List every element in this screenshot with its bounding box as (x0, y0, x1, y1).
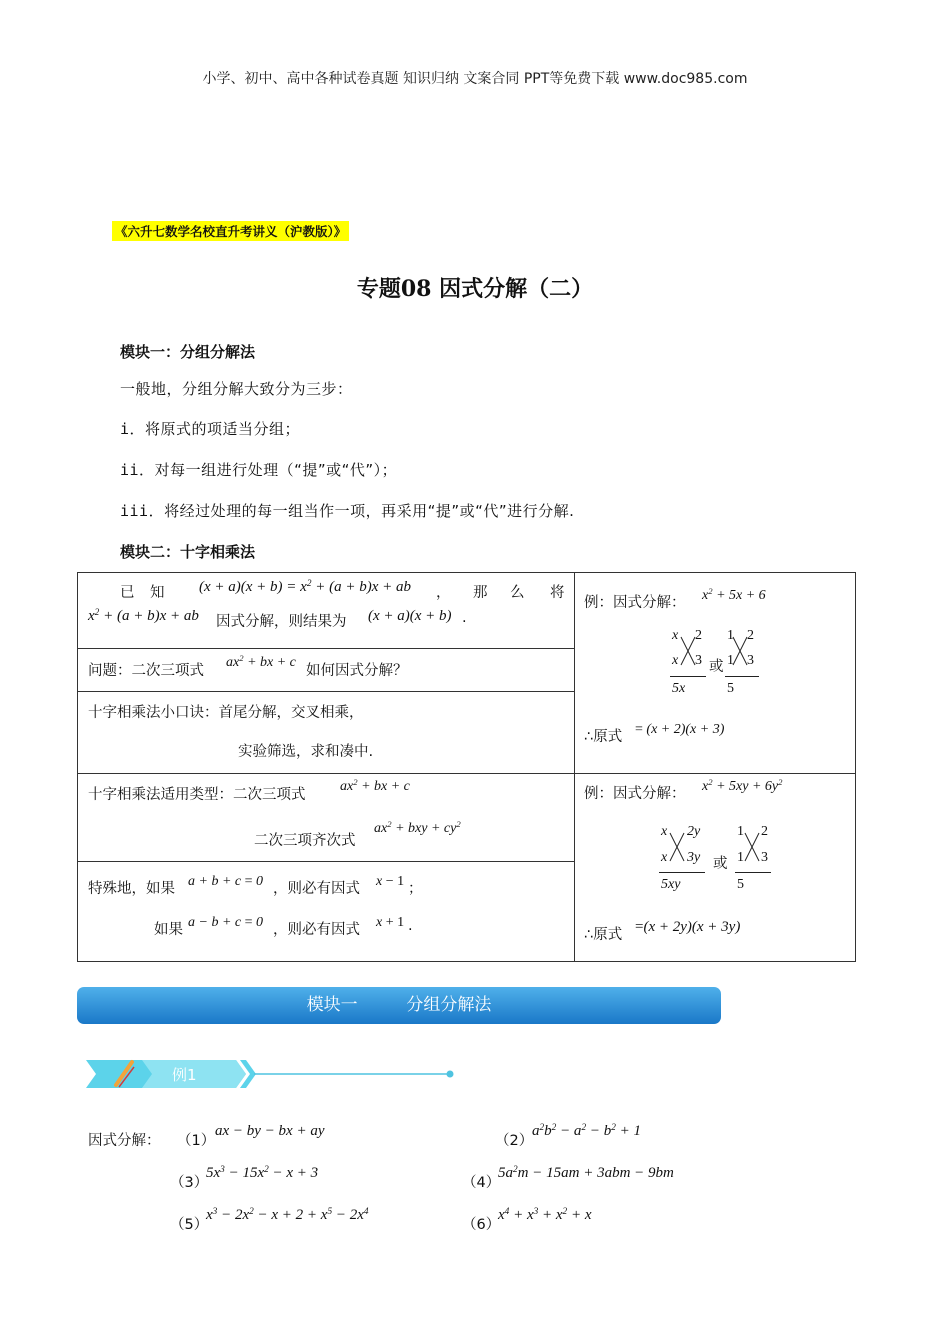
example-tag (86, 1058, 461, 1094)
series-title-highlight: 《六升七数学名校直升考讲义（沪教版）》 (112, 221, 349, 241)
cross-term: 3y (687, 850, 701, 865)
therefore-label: ∴原式 (584, 927, 623, 943)
module1-heading: 模块一：分组分解法 (120, 343, 256, 361)
problem-2-expression: $a^2b^2 - a^2 - b^2 + 1$ (532, 1122, 641, 1139)
special-text: ； (408, 881, 423, 897)
factor-x-plus-1: x + 1 (376, 915, 405, 930)
page-title: 专题08 因式分解（二） (356, 276, 594, 302)
cross-lines-icon (679, 633, 697, 669)
example-tag-graphic (86, 1058, 461, 1090)
problem-label-1: （1） (177, 1133, 216, 1149)
cross-lines-icon (668, 829, 686, 865)
module1-intro: 一般地，分组分解大致分为三步： (120, 380, 353, 398)
problem-label-2: （2） (495, 1133, 534, 1149)
cross-sum: 5x (672, 681, 686, 696)
example-result-1: = (x + 2)(x + 3) (635, 722, 725, 737)
condition-alt-zero: a − b + c = 0 (188, 915, 264, 930)
problem-label-4: （4） (462, 1175, 501, 1191)
problem-4-expression: $5a^2m - 15am + 3abm - 9bm$ (498, 1164, 674, 1181)
special-text: ，则必有因式 (273, 881, 360, 897)
example-tag-label: 例1 (172, 1066, 197, 1084)
cross-sum: 5 (737, 877, 744, 892)
step-text: 将经过处理的每一组当作一项，再采用“提”或“代”进行分解. (164, 502, 575, 520)
known-identity-cell (78, 573, 575, 649)
special-text: 特殊地，如果 (88, 881, 175, 897)
example-result-2: =(x + 2y)(x + 3y) (635, 919, 741, 935)
problem-1-expression: ax − by − bx + ay (215, 1123, 325, 1139)
text: 那 (473, 585, 488, 601)
step-2 (120, 459, 397, 480)
cross-term: 1 (737, 824, 744, 839)
problem-3-expression: $5x^3 - 15x^2 - x + 3$ (206, 1164, 319, 1181)
banner-right: 分组分解法 (406, 995, 492, 1015)
cross-term: x (672, 628, 679, 643)
problem-label-6: （6） (462, 1217, 501, 1233)
example-cell-1 (575, 573, 856, 774)
problem-label-5: （5） (170, 1217, 209, 1233)
rhyme-line-1: 十字相乘法小口诀：首尾分解，交叉相乘， (88, 704, 364, 721)
sum-line (735, 872, 771, 873)
cross-term: 1 (727, 628, 734, 643)
factor-x-minus-1: x − 1 (376, 874, 405, 889)
step-text: 将原式的项适当分组； (145, 420, 301, 438)
question-prefix: 问题：二次三项式 (88, 663, 204, 680)
cross-term: x (661, 850, 668, 865)
cross-lines-icon (743, 829, 761, 865)
condition-sum-zero: a + b + c = 0 (188, 874, 264, 889)
module2-heading: 模块二：十字相乘法 (120, 543, 256, 561)
sum-line (659, 872, 705, 873)
special-text: . (408, 918, 413, 934)
text: 知 (150, 585, 165, 601)
type-quadratic: $ax^2$ + bx + c (340, 777, 410, 794)
question-cell (78, 649, 575, 691)
special-text: ，则必有因式 (273, 922, 360, 938)
page-header-text: 小学、初中、高中各种试卷真题 知识归纳 文案合同 PPT等免费下载 www.doc985.com (202, 71, 748, 87)
cross-term: 2y (687, 824, 701, 839)
cross-lines-icon (731, 633, 749, 669)
therefore-label: ∴原式 (584, 729, 623, 745)
step-number: i． (120, 420, 146, 438)
cross-multiplication-table (77, 572, 856, 962)
text: 已 (120, 585, 135, 601)
text: 将 (550, 585, 565, 601)
example-expression-2: $x^2 + 5xy + 6y^2$ (702, 777, 783, 794)
example-label: 例：因式分解： (584, 595, 686, 611)
types-label-2: 二次三项齐次式 (254, 833, 356, 849)
or-text: 或 (709, 659, 724, 675)
example-cell-2 (575, 774, 856, 962)
text: 么 (510, 585, 525, 601)
cross-term: 3 (747, 653, 754, 668)
sum-line (725, 676, 759, 677)
cross-term: x (672, 653, 679, 668)
types-cell (78, 774, 575, 862)
cross-sum: 5xy (661, 877, 681, 892)
step-number: iii． (120, 502, 165, 520)
rhyme-cell (78, 691, 575, 773)
identity-formula: $(x + a)(x + b) = x^2 + (a + b)x$ + ab (199, 578, 411, 595)
problem-label-3: （3） (170, 1175, 209, 1191)
cross-sum: 5 (727, 681, 734, 696)
cross-term: 2 (747, 628, 754, 643)
module1-banner (77, 987, 721, 1024)
cross-term: 2 (761, 824, 768, 839)
problem-6-expression: $x^4 + x^3 + x^2 + x$ (498, 1206, 592, 1223)
quadratic-expression: $x^2 + (a + b)x$ + ab (88, 607, 199, 624)
cross-term: x (661, 824, 668, 839)
cross-term: 3 (761, 850, 768, 865)
step-number: ii． (120, 461, 155, 479)
cross-term: 2 (695, 628, 702, 643)
rhyme-line-2: 实验筛选，求和凑中. (238, 743, 374, 760)
step-text: 对每一组进行处理（“提”或“代”）； (154, 461, 398, 479)
text: 因式分解，则结果为 (216, 614, 347, 630)
special-case-cell (78, 862, 575, 962)
text: ， (436, 585, 451, 601)
banner-left: 模块一 (306, 995, 358, 1015)
example-expression-1: $x^2 + 5x + 6$ (702, 586, 766, 603)
types-label: 十字相乘法适用类型：二次三项式 (88, 787, 306, 803)
cross-term: 1 (727, 653, 734, 668)
example-label: 例：因式分解： (584, 786, 686, 802)
problems-lead: 因式分解： (88, 1133, 161, 1149)
sum-line (670, 676, 706, 677)
cross-term: 1 (737, 850, 744, 865)
question-suffix: 如何因式分解？ (306, 663, 408, 680)
problem-5-expression: $x^3 - 2x^2 - x + 2 + x^5 - 2x^4$ (206, 1206, 369, 1223)
special-text: 如果 (154, 922, 183, 938)
quadratic-general: $ax^2$ + bx + c (226, 653, 296, 671)
result-formula: (x + a)(x + b) (368, 608, 452, 624)
type-homogeneous: $ax^2$ + bxy + $cy^2$ (374, 819, 461, 836)
cross-term: 3 (695, 653, 702, 668)
step-1 (120, 418, 300, 439)
text: . (462, 610, 467, 626)
or-text: 或 (713, 856, 728, 872)
step-3 (120, 500, 574, 521)
